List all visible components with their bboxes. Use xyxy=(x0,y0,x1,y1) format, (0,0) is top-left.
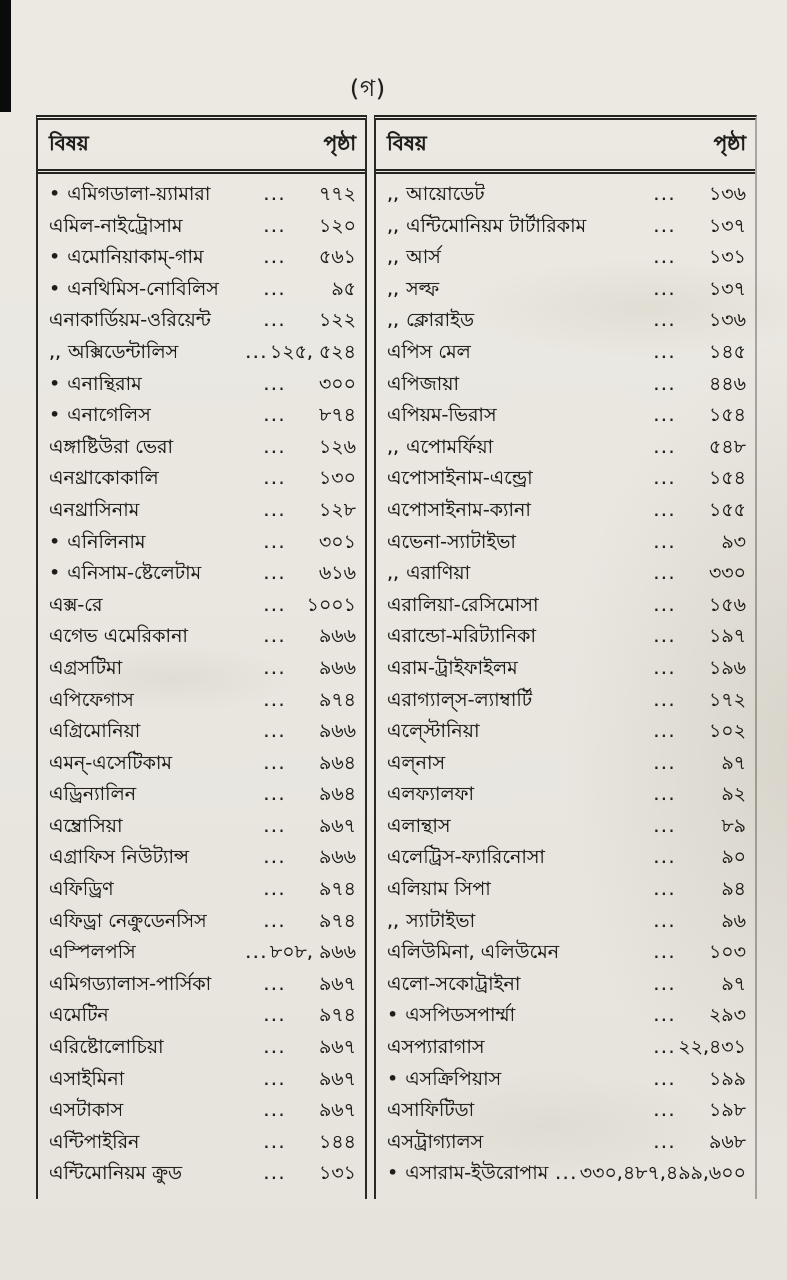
entry-dots: ... xyxy=(653,783,676,806)
entry-name: এলো-সকোট্রাইনা xyxy=(387,972,521,995)
entry-dots: ... xyxy=(263,720,286,743)
entry-dots: ... xyxy=(263,562,286,585)
entry-dots: ... xyxy=(263,309,286,332)
entry-prefix-mark: • xyxy=(49,277,61,300)
entry-page-number: ৯৪ xyxy=(721,878,746,901)
entry-dots: ... xyxy=(263,277,286,300)
entry-dots: ... xyxy=(263,1036,286,1059)
entry-prefix-mark: • xyxy=(387,1067,399,1090)
entry-dots: ... xyxy=(653,183,676,205)
entry-page-number: ৭৭২ xyxy=(318,183,356,205)
index-entry xyxy=(38,1095,365,1127)
entry-name: এন্টিপাইরিন xyxy=(49,1130,140,1153)
entry-name: এপিস মেল xyxy=(387,340,471,363)
entry-page-number: ৮০৮, ৯৬৬ xyxy=(269,941,356,964)
entry-name: এলিয়াম সিপা xyxy=(387,878,491,901)
index-entry xyxy=(38,369,365,401)
entry-dots: ... xyxy=(263,183,286,205)
entry-dots: ... xyxy=(653,435,676,458)
entry-dots: ... xyxy=(263,814,286,837)
entry-dots: ... xyxy=(263,214,286,237)
entry-dots: ... xyxy=(653,751,676,774)
entry-page-number: ৯৭ xyxy=(721,972,746,995)
entry-name: এড্রিন্যালিন xyxy=(49,783,137,806)
entry-page-number: ৮৯ xyxy=(721,814,746,837)
entry-page-number: ১৪৫ xyxy=(709,340,746,363)
subject-header: বিষয় xyxy=(387,131,427,155)
entry-page-number: ৯৬৬ xyxy=(318,846,356,869)
index-entry xyxy=(38,274,365,306)
index-entry xyxy=(376,495,755,527)
entry-page-number: ১০৩ xyxy=(708,941,746,964)
entry-dots: ... xyxy=(653,878,676,901)
index-entry xyxy=(376,463,755,495)
index-entry xyxy=(376,179,755,211)
entry-name: এপিয়ম-ভিরাস xyxy=(387,404,497,427)
entry-prefix-mark: • xyxy=(387,1004,399,1027)
entry-dots: ... xyxy=(263,656,286,679)
entry-page-number: ১৩১ xyxy=(708,246,746,269)
entry-dots: ... xyxy=(653,846,676,869)
entry-page-number: ৯৩ xyxy=(721,530,746,553)
entry-name: এঙ্গাষ্টিউরা ভেরা xyxy=(49,435,174,458)
entry-name: • এনথিমিস-নোবিলিস xyxy=(49,277,219,300)
entry-name: • এনিসাম-ষ্টেলেটাম xyxy=(49,562,202,585)
entry-name: এসপ্যারাগাস xyxy=(387,1036,485,1059)
index-rows-left xyxy=(38,174,365,1199)
entry-dots: ... xyxy=(263,435,286,458)
entry-dots: ... xyxy=(653,625,676,648)
entry-name: ,, অক্সিডেন্টালিস xyxy=(49,340,179,363)
page-header: পৃষ্ঠা xyxy=(323,131,356,155)
column-header xyxy=(376,120,755,174)
entry-page-number: ১২০ xyxy=(318,214,356,237)
entry-dots: ... xyxy=(653,909,676,932)
entry-name: এমিল-নাইট্রোসাম xyxy=(49,214,183,237)
entry-name: ,, সল্ফ xyxy=(387,277,440,300)
index-entry xyxy=(38,1032,365,1064)
entry-name: • এমিগডালা-য়্যামারা xyxy=(49,183,211,205)
index-entry xyxy=(38,716,365,748)
index-table xyxy=(36,115,757,1199)
entry-dots: ... xyxy=(653,1004,676,1027)
entry-name: ,, ক্লোরাইড xyxy=(387,309,475,332)
index-entry xyxy=(376,937,755,969)
entry-name: • এসক্রিপিয়াস xyxy=(387,1067,502,1090)
index-entry xyxy=(38,969,365,1001)
entry-name: • এসপিডসপার্ম্মা xyxy=(387,1004,516,1027)
entry-name: এরিষ্টোলোচিয়া xyxy=(49,1036,164,1059)
index-entry xyxy=(38,937,365,969)
index-entry xyxy=(38,527,365,559)
entry-dots: ... xyxy=(653,656,676,679)
entry-name: এমন্-এসেটিকাম xyxy=(49,751,172,774)
entry-page-number: ৩০১ xyxy=(318,530,356,553)
entry-dots: ... xyxy=(263,1162,286,1185)
entry-name: এপিজায়া xyxy=(387,372,459,395)
entry-prefix-mark: • xyxy=(387,1162,399,1185)
index-entry xyxy=(38,906,365,938)
entry-dots: ... xyxy=(263,878,286,901)
entry-page-number: ১৭২ xyxy=(708,688,746,711)
entry-page-number: ৩৩০,৪৮৭,৪৯৯,৬০০ xyxy=(579,1162,746,1185)
entry-dots: ... xyxy=(263,846,286,869)
index-entry xyxy=(38,811,365,843)
entry-prefix-mark: ,, xyxy=(387,183,400,205)
entry-page-number: ৯৬৪ xyxy=(318,751,356,774)
entry-page-number: ১০০১ xyxy=(306,593,356,616)
index-entry xyxy=(376,242,755,274)
entry-page-number: ৯৬৬ xyxy=(318,625,356,648)
entry-page-number: ৫৬১ xyxy=(318,246,356,269)
entry-page-number: ১৯৯ xyxy=(709,1067,746,1090)
entry-dots: ... xyxy=(653,1130,676,1153)
index-entry xyxy=(376,874,755,906)
entry-page-number: ৯৭৪ xyxy=(318,688,356,711)
entry-page-number: ৯৬ xyxy=(721,909,746,932)
entry-dots: ... xyxy=(263,909,286,932)
entry-dots: ... xyxy=(263,246,286,269)
entry-name: এরালিয়া-রেসিমোসা xyxy=(387,593,539,616)
entry-page-number: ৫৪৮ xyxy=(709,435,746,458)
entry-page-number: ৯৬৪ xyxy=(318,783,356,806)
entry-page-number: ১৯৭ xyxy=(708,625,746,648)
entry-dots: ... xyxy=(653,309,676,332)
index-entry xyxy=(376,558,755,590)
entry-dots: ... xyxy=(263,688,286,711)
entry-page-number: ১৯৬ xyxy=(708,656,746,679)
entry-name: এগ্রিমোনিয়া xyxy=(49,720,141,743)
entry-prefix-mark: • xyxy=(49,246,61,269)
entry-dots: ... xyxy=(263,1099,286,1122)
entry-name: এনাকার্ডিয়ম-ওরিয়েন্ট xyxy=(49,309,211,332)
entry-name: এমিগড্যালাস-পার্সিকা xyxy=(49,972,212,995)
entry-prefix-mark: • xyxy=(49,404,61,427)
entry-page-number: ১২২ xyxy=(318,309,356,332)
index-entry xyxy=(38,400,365,432)
index-entry xyxy=(376,527,755,559)
entry-page-number: ১৩০ xyxy=(318,467,356,490)
entry-name: • এনাগেলিস xyxy=(49,404,151,427)
entry-dots: ... xyxy=(245,941,268,964)
index-entry xyxy=(38,779,365,811)
entry-prefix-mark: • xyxy=(49,183,61,205)
entry-page-number: ১২৬ xyxy=(318,435,356,458)
index-entry xyxy=(376,274,755,306)
entry-page-number: ১৩৬ xyxy=(708,309,746,332)
entry-dots: ... xyxy=(263,498,286,521)
entry-page-number: ৯৭ xyxy=(721,751,746,774)
entry-name: এগ্রসটিমা xyxy=(49,656,123,679)
entry-page-number: ১০২ xyxy=(708,720,746,743)
index-entry xyxy=(376,621,755,653)
index-entry xyxy=(376,211,755,243)
entry-prefix-mark: ,, xyxy=(387,214,400,237)
entry-page-number: ৪৪৬ xyxy=(708,372,746,395)
index-entry xyxy=(376,653,755,685)
index-entry xyxy=(38,305,365,337)
entry-page-number: ৬১৬ xyxy=(318,562,356,585)
entry-name: ,, স্যাটাইভা xyxy=(387,909,476,932)
entry-page-number: ১৫৪ xyxy=(709,404,746,427)
index-entry xyxy=(376,1158,755,1190)
index-entry xyxy=(376,1095,755,1127)
entry-dots: ... xyxy=(263,372,286,395)
entry-name: এসাফিটিডা xyxy=(387,1099,475,1122)
entry-prefix-mark: • xyxy=(49,372,61,395)
entry-page-number: ১৪৪ xyxy=(319,1130,356,1153)
column-header xyxy=(38,120,365,174)
entry-dots: ... xyxy=(263,751,286,774)
entry-page-number: ৮৭৪ xyxy=(318,404,356,427)
entry-page-number: ১২৫, ৫২৪ xyxy=(269,340,356,363)
entry-page-number: ২৯৩ xyxy=(708,1004,746,1027)
entry-dots: ... xyxy=(263,593,286,616)
entry-name: ,, আয়োডেট xyxy=(387,183,485,205)
entry-prefix-mark: • xyxy=(49,530,61,553)
entry-dots: ... xyxy=(653,246,676,269)
entry-page-number: ৯৬৭ xyxy=(318,1067,356,1090)
entry-page-number: ৯৫ xyxy=(331,277,356,300)
entry-dots: ... xyxy=(653,562,676,585)
entry-page-number: ১৫৫ xyxy=(709,498,746,521)
index-entry xyxy=(38,1064,365,1096)
entry-name: এগ্রাফিস নিউট্যান্স xyxy=(49,846,190,869)
entry-page-number: ১৩৬ xyxy=(708,183,746,205)
entry-page-number: ১৩৭ xyxy=(708,214,746,237)
index-entry xyxy=(376,811,755,843)
entry-name: এক্স-রে xyxy=(49,593,103,616)
page-header: পৃষ্ঠা xyxy=(713,131,746,155)
entry-name: ,, এরাণিয়া xyxy=(387,562,471,585)
index-entry xyxy=(376,906,755,938)
entry-dots: ... xyxy=(653,214,676,237)
entry-prefix-mark: ,, xyxy=(387,562,400,585)
entry-name: • এনিলিনাম xyxy=(49,530,146,553)
entry-page-number: ৯২ xyxy=(721,783,746,806)
entry-name: এম্ব্রোসিয়া xyxy=(49,814,123,837)
entry-page-number: ১৩১ xyxy=(318,1162,356,1185)
index-column-right xyxy=(374,115,757,1199)
index-entry xyxy=(38,558,365,590)
entry-dots: ... xyxy=(653,1036,676,1059)
entry-name: এমেটিন xyxy=(49,1004,109,1027)
entry-name: এফিড্রিণ xyxy=(49,878,114,901)
entry-dots: ... xyxy=(263,530,286,553)
entry-name: এল্স্টোনিয়া xyxy=(387,720,480,743)
entry-dots: ... xyxy=(653,498,676,521)
entry-page-number: ১৩৭ xyxy=(708,277,746,300)
entry-dots: ... xyxy=(653,688,676,711)
entry-name: এলিউমিনা, এলিউমেন xyxy=(387,941,560,964)
entry-page-number: ৯০ xyxy=(721,846,746,869)
index-entry xyxy=(376,432,755,464)
entry-name: এফিড্রা নেক্রুডেনসিস xyxy=(49,909,207,932)
entry-dots: ... xyxy=(653,530,676,553)
entry-page-number: ৯৬৭ xyxy=(318,1099,356,1122)
index-entry xyxy=(376,842,755,874)
entry-page-number: ১৫৪ xyxy=(709,467,746,490)
entry-dots: ... xyxy=(653,404,676,427)
entry-page-number: ৯৭৪ xyxy=(318,1004,356,1027)
index-entry xyxy=(38,748,365,780)
entry-dots: ... xyxy=(653,593,676,616)
entry-name: এল্নাস xyxy=(387,751,446,774)
entry-name: এরাম-ট্রাইফাইলম xyxy=(387,656,518,679)
entry-name: এভেনা-স্যাটাইভা xyxy=(387,530,516,553)
entry-dots: ... xyxy=(653,1067,676,1090)
index-entry xyxy=(376,1032,755,1064)
entry-dots: ... xyxy=(653,340,676,363)
entry-dots: ... xyxy=(263,1004,286,1027)
entry-page-number: ৯৬৬ xyxy=(318,656,356,679)
entry-page-number: ৯৭৪ xyxy=(318,909,356,932)
entry-name: এপিফেগাস xyxy=(49,688,134,711)
index-rows-right xyxy=(376,174,755,1199)
index-entry xyxy=(376,590,755,622)
entry-name: এলান্থাস xyxy=(387,814,451,837)
index-entry xyxy=(376,1064,755,1096)
entry-name: ,, এপোমর্ফিয়া xyxy=(387,435,494,458)
index-entry xyxy=(38,242,365,274)
index-entry xyxy=(38,1127,365,1159)
index-entry xyxy=(376,400,755,432)
entry-page-number: ৯৬৬ xyxy=(318,720,356,743)
entry-name: এপোসাইনাম-ক্যানা xyxy=(387,498,531,521)
entry-prefix-mark: • xyxy=(49,562,61,585)
index-entry xyxy=(38,179,365,211)
index-entry xyxy=(38,653,365,685)
index-entry xyxy=(376,337,755,369)
entry-dots: ... xyxy=(653,972,676,995)
entry-dots: ... xyxy=(653,467,676,490)
entry-dots: ... xyxy=(263,972,286,995)
index-entry xyxy=(376,779,755,811)
entry-page-number: ১২৮ xyxy=(318,498,356,521)
entry-prefix-mark: ,, xyxy=(387,909,400,932)
index-entry xyxy=(376,716,755,748)
entry-page-number: ১৫৬ xyxy=(708,593,746,616)
entry-page-number: ১৯৮ xyxy=(709,1099,746,1122)
index-entry xyxy=(376,369,755,401)
entry-name: এনথ্রাসিনাম xyxy=(49,498,140,521)
entry-name: এলফ্যালফা xyxy=(387,783,475,806)
entry-dots: ... xyxy=(653,814,676,837)
entry-prefix-mark: ,, xyxy=(387,246,400,269)
subject-header: বিষয় xyxy=(49,131,89,155)
entry-dots: ... xyxy=(263,467,286,490)
index-entry xyxy=(38,1158,365,1190)
entry-prefix-mark: ,, xyxy=(387,277,400,300)
entry-dots: ... xyxy=(263,404,286,427)
index-entry xyxy=(38,685,365,717)
index-entry xyxy=(376,685,755,717)
entry-name: • এনান্থিরাম xyxy=(49,372,142,395)
entry-name: এস্পিলপসি xyxy=(49,941,136,964)
index-entry xyxy=(38,590,365,622)
index-entry xyxy=(38,432,365,464)
entry-page-number: ৩৩০ xyxy=(708,562,746,585)
entry-name: • এসারাম-ইউরোপাম xyxy=(387,1162,549,1185)
entry-dots: ... xyxy=(653,720,676,743)
entry-dots: ... xyxy=(263,1130,286,1153)
entry-dots: ... xyxy=(653,277,676,300)
index-entry xyxy=(38,337,365,369)
entry-dots: ... xyxy=(653,1099,676,1122)
index-entry xyxy=(38,463,365,495)
entry-dots: ... xyxy=(263,625,286,648)
entry-page-number: ২২,৪৩১ xyxy=(678,1036,746,1059)
entry-dots: ... xyxy=(263,1067,286,1090)
entry-name: এসট্রাগ্যালস xyxy=(387,1130,484,1153)
entry-dots: ... xyxy=(653,941,676,964)
entry-page-number: ৩০০ xyxy=(318,372,356,395)
page-label: (গ) xyxy=(349,76,387,102)
entry-page-number: ৯৭৪ xyxy=(318,878,356,901)
entry-dots: ... xyxy=(245,340,268,363)
entry-name: এপোসাইনাম-এন্ড্রো xyxy=(387,467,533,490)
index-entry xyxy=(376,969,755,1001)
entry-prefix-mark: ,, xyxy=(49,340,62,363)
entry-name: এনথ্রাকোকালি xyxy=(49,467,159,490)
index-entry xyxy=(38,842,365,874)
entry-page-number: ৯৬৮ xyxy=(708,1130,746,1153)
entry-name: এরাগ্যাল্স-ল্যাম্বার্টি xyxy=(387,688,533,711)
entry-name: এসটাকাস xyxy=(49,1099,124,1122)
index-entry xyxy=(38,495,365,527)
entry-prefix-mark: ,, xyxy=(387,435,400,458)
entry-page-number: ৯৬৭ xyxy=(318,972,356,995)
entry-name: এগেভ এমেরিকানা xyxy=(49,625,188,648)
entry-dots: ... xyxy=(263,783,286,806)
index-entry xyxy=(38,874,365,906)
entry-page-number: ৯৬৭ xyxy=(318,1036,356,1059)
index-entry xyxy=(376,1127,755,1159)
entry-name: • এমোনিয়াকাম্-গাম xyxy=(49,246,204,269)
entry-dots: ... xyxy=(653,372,676,395)
index-entry xyxy=(38,211,365,243)
entry-name: ,, আর্স xyxy=(387,246,441,269)
index-column-left xyxy=(36,115,367,1199)
entry-page-number: ৯৬৭ xyxy=(318,814,356,837)
index-entry xyxy=(38,1000,365,1032)
entry-prefix-mark: ,, xyxy=(387,309,400,332)
entry-name: এলেট্রিস-ফ্যারিনোসা xyxy=(387,846,545,869)
index-entry xyxy=(376,1000,755,1032)
index-entry xyxy=(376,748,755,780)
entry-name: এন্টিমোনিয়ম ক্রুড xyxy=(49,1162,182,1185)
entry-name: এসাইমিনা xyxy=(49,1067,125,1090)
entry-dots: ... xyxy=(555,1162,578,1185)
entry-name: ,, এন্টিমোনিয়ম টার্টারিকাম xyxy=(387,214,587,237)
index-entry xyxy=(376,305,755,337)
index-entry xyxy=(38,621,365,653)
entry-name: এরান্ডো-মরিট্যানিকা xyxy=(387,625,536,648)
